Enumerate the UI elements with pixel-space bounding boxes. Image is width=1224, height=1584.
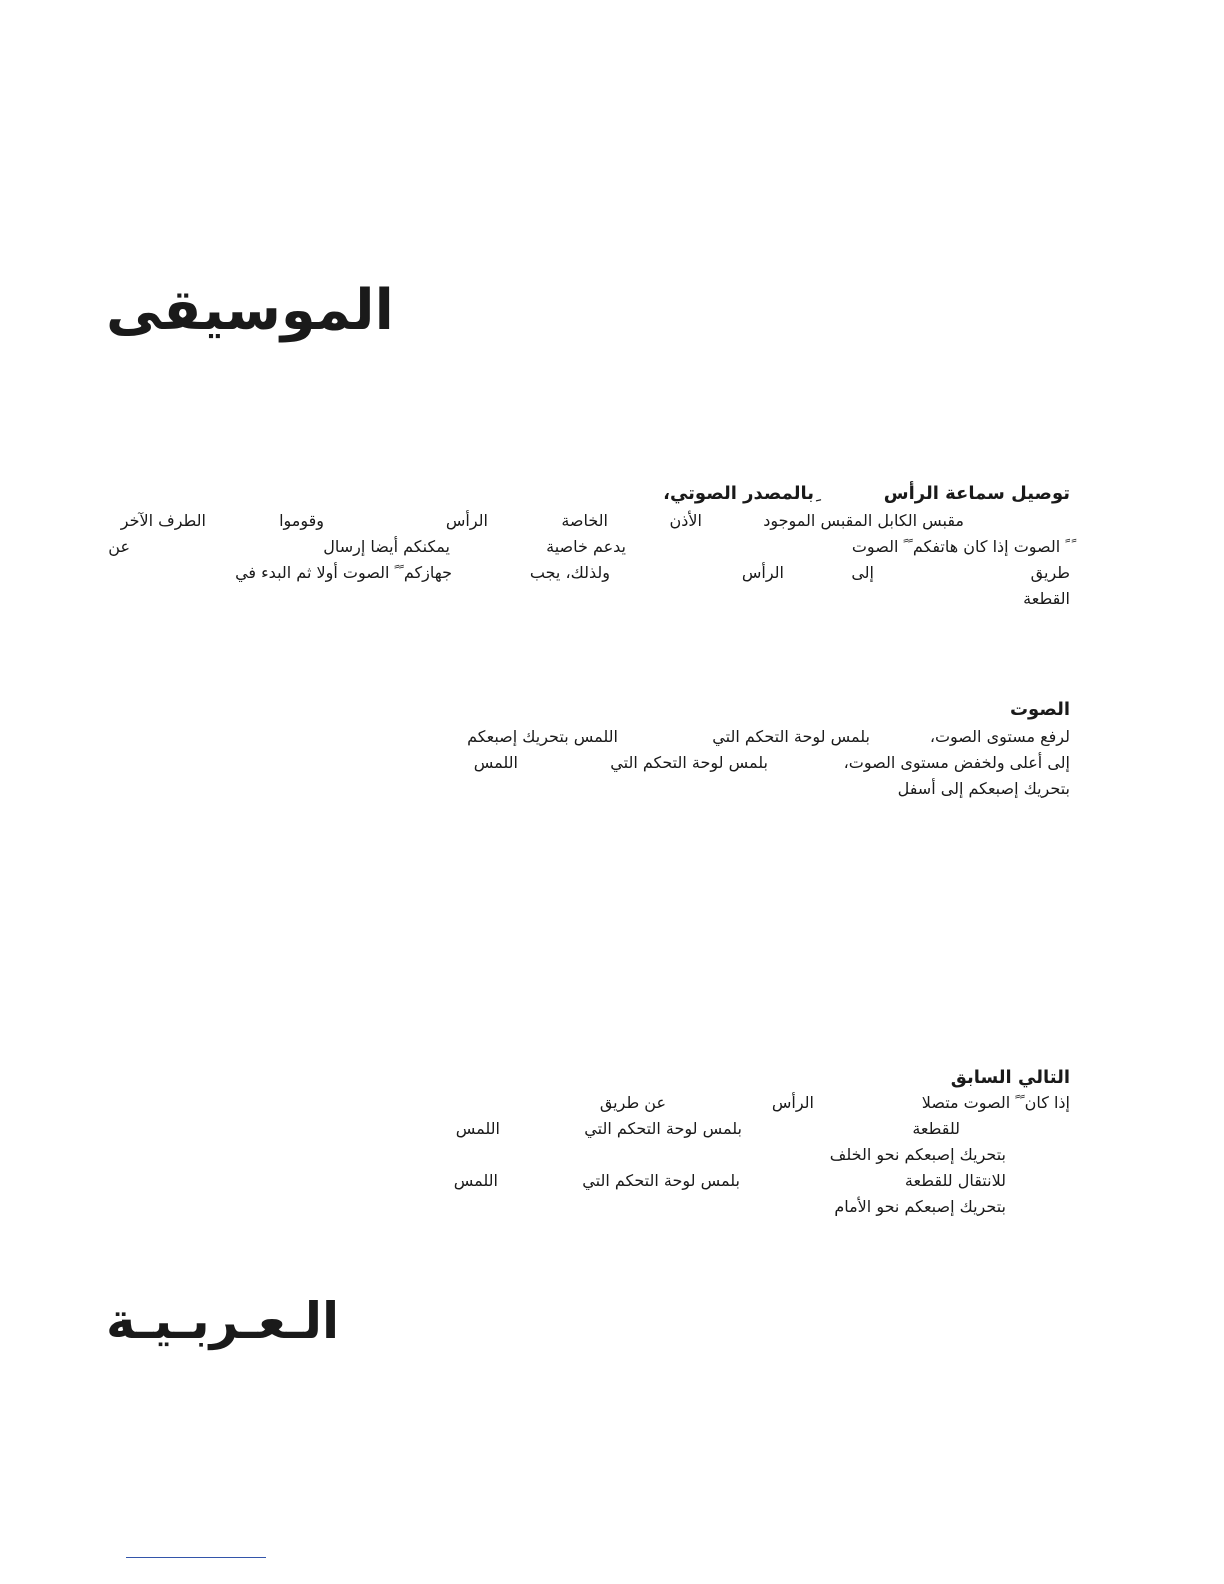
paragraph-line: بتحريك إصبعكم نحو الأمام: [834, 1197, 1006, 1216]
paragraph-line: ً ً الصوت إذا كان هاتفكم ً ً الصوت يدعم خاصية يمكنكم أيضا إرسال عن: [108, 537, 1070, 556]
paragraph-line: إذا كان ً ً الصوت متصلا الرأس عن طريق: [599, 1093, 1070, 1112]
page-title-arabic: الـعـربـيـة: [106, 1292, 340, 1350]
paragraph-line: للانتقال للقطعة بلمس لوحة التحكم التي اللمس: [453, 1171, 1006, 1190]
paragraph-line: لرفع مستوى الصوت، بلمس لوحة التحكم التي اللمس بتحريك إصبعكم: [467, 727, 1070, 746]
paragraph-line: إلى أعلى ولخفض مستوى الصوت، بلمس لوحة التحكم التي اللمس: [473, 753, 1070, 772]
paragraph-line: بتحريك إصبعكم نحو الخلف: [829, 1145, 1006, 1164]
paragraph-line: القطعة: [1023, 589, 1070, 608]
paragraph-line: بتحريك إصبعكم إلى أسفل: [897, 779, 1070, 798]
section-heading-volume: الصوت: [1009, 699, 1070, 720]
page-title-music: الموسيقى: [106, 278, 394, 343]
paragraph-line: طريق إلى الرأس ولذلك، يجب جهازكم ً ً الصوت أولا ثم البدء في: [235, 563, 1070, 582]
section-heading-headset: توصيل سماعة الرأس: [883, 483, 1070, 504]
section-heading-track: التالي السابق: [950, 1067, 1070, 1088]
paragraph-line: للقطعة بلمس لوحة التحكم التي اللمس: [455, 1119, 960, 1138]
footer-divider: [126, 1557, 266, 1558]
paragraph-line: مقبس الكابل المقبس الموجود الأذن الخاصة الرأس وقوموا الطرف الآخر: [120, 511, 964, 530]
section-heading-headset-source: ِبالمصدر الصوتي،: [663, 483, 814, 504]
